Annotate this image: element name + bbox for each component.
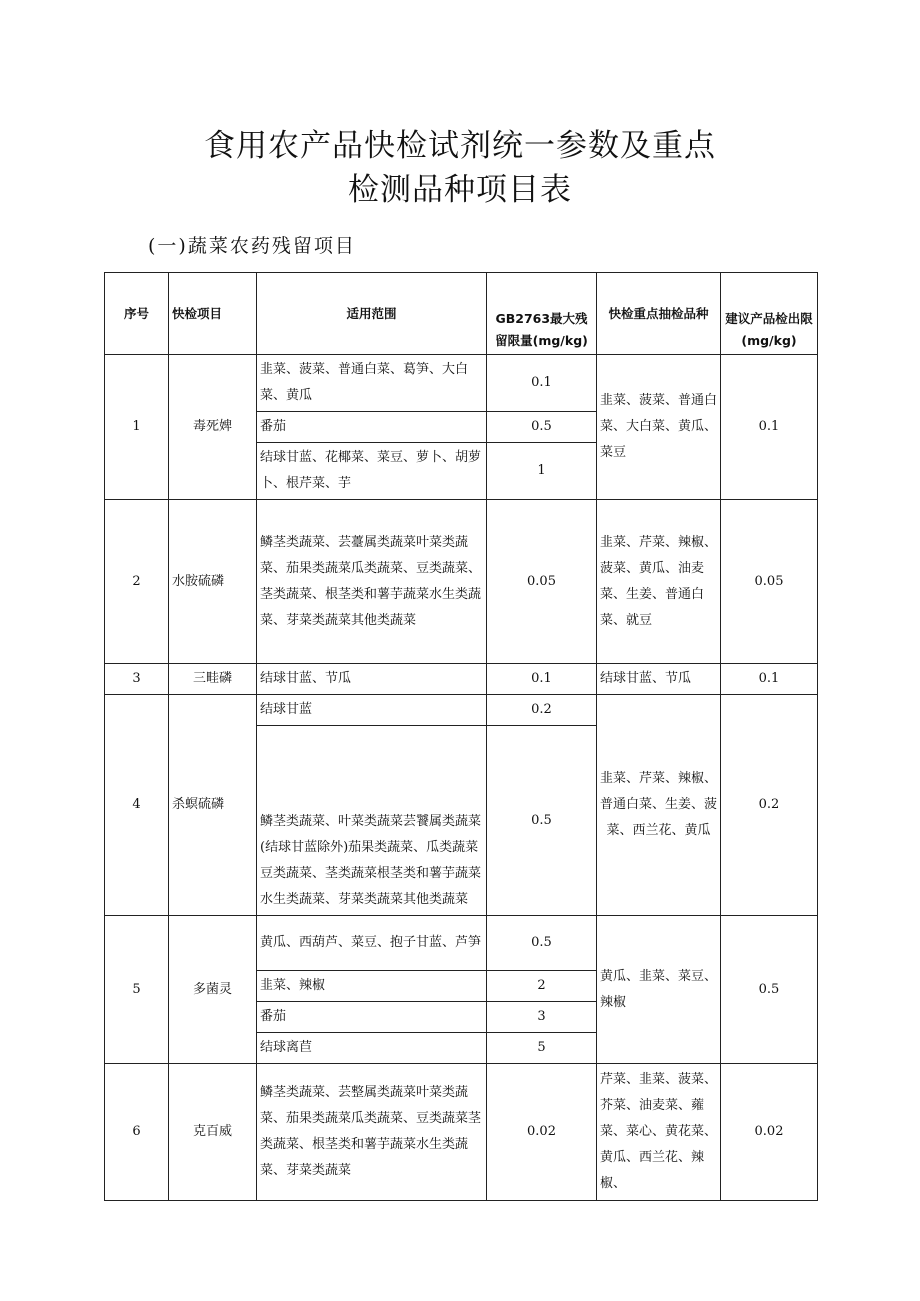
row-lod: 0.1 [721,355,818,500]
row-mrl: 5 [487,1033,597,1064]
row-scope: 鳞茎类蔬菜、芸薹属类蔬菜叶菜类蔬菜、茄果类蔬菜瓜类蔬菜、豆类蔬菜、茎类蔬菜、根茎类和薯芋蔬菜水生类蔬菜、芽菜类蔬菜其他类蔬菜 [257,500,487,664]
row-mrl: 0.2 [487,695,597,726]
row-varieties: 韭菜、菠菜、普通白菜、大白菜、黄瓜、菜豆 [597,355,721,500]
residue-table [104,272,818,1201]
table-row [105,916,818,971]
header-varieties: 快检重点抽检品种 [597,273,721,355]
section-title: (一)蔬菜农药残留项目 [148,235,356,257]
row-lod: 0.5 [721,916,818,1064]
row-scope: 鳞茎类蔬菜、芸整属类蔬菜叶菜类蔬菜、茄果类蔬菜瓜类蔬菜、豆类蔬菜茎类蔬菜、根茎类和薯芋蔬菜水生类蔬菜、芽菜类蔬菜 [257,1064,487,1201]
row-scope: 黄瓜、西葫芦、菜豆、抱子甘蓝、芦笋 [257,916,487,971]
row-mrl: 1 [487,443,597,500]
row-varieties: 结球甘蓝、节瓜 [597,664,721,695]
row-mrl: 0.5 [487,412,597,443]
table-row [105,355,818,412]
header-no: 序号 [105,273,169,355]
row-varieties: 芹菜、韭菜、菠菜、芥菜、油麦菜、蕹菜、菜心、黄花菜、黄瓜、西兰花、辣椒、 [597,1064,721,1201]
row-mrl: 0.02 [487,1064,597,1201]
header-scope: 适用范围 [257,273,487,355]
row-mrl: 2 [487,971,597,1002]
row-item: 杀螟硫磷 [169,695,257,916]
table-row [105,1064,818,1201]
page-title-line1: 食用农产品快检试剂统一参数及重点 [204,128,716,164]
row-scope: 结球甘蓝 [257,695,487,726]
row-varieties: 黄瓜、韭菜、菜豆、辣椒 [597,916,721,1064]
row-mrl: 0.5 [487,726,597,916]
page-title-line2: 检测品种项目表 [348,172,572,208]
row-no: 3 [105,664,169,695]
row-scope: 番茄 [257,1002,487,1033]
row-no: 2 [105,500,169,664]
row-no: 6 [105,1064,169,1201]
header-item: 快检项目 [169,273,257,355]
row-item: 水胺硫磷 [169,500,257,664]
row-item: 克百威 [169,1064,257,1201]
row-item: 三畦磷 [169,664,257,695]
row-scope: 韭菜、辣椒 [257,971,487,1002]
row-scope: 韭菜、菠菜、普通白菜、葛笋、大白菜、黄瓜 [257,355,487,412]
row-mrl: 0.5 [487,916,597,971]
row-scope: 番茄 [257,412,487,443]
table-row [105,695,818,726]
header-mrl: GB2763最大残留限量(mg/kg) [487,273,597,355]
row-lod: 0.05 [721,500,818,664]
row-item: 毒死婢 [169,355,257,500]
row-no: 4 [105,695,169,916]
row-mrl: 0.1 [487,355,597,412]
row-scope: 结球离苣 [257,1033,487,1064]
row-scope: 鳞茎类蔬菜、叶菜类蔬菜芸饕属类蔬菜(结球甘蓝除外)茄果类蔬菜、瓜类蔬菜豆类蔬菜、茎类蔬菜根茎类和薯芋蔬菜水生类蔬菜、芽菜类蔬菜其他类蔬菜 [257,726,487,916]
header-lod: 建议产品检出限(mg/kg) [721,273,818,355]
row-mrl: 3 [487,1002,597,1033]
row-lod: 0.1 [721,664,818,695]
row-no: 5 [105,916,169,1064]
row-mrl: 0.05 [487,500,597,664]
row-varieties: 韭菜、芹菜、辣椒、菠菜、黄瓜、油麦菜、生姜、普通白菜、就豆 [597,500,721,664]
row-no: 1 [105,355,169,500]
row-item: 多菌灵 [169,916,257,1064]
row-scope: 结球甘蓝、花椰菜、菜豆、萝卜、胡萝卜、根芹菜、芋 [257,443,487,500]
table-row [105,664,818,695]
row-lod: 0.2 [721,695,818,916]
row-mrl: 0.1 [487,664,597,695]
table-row [105,500,818,664]
row-lod: 0.02 [721,1064,818,1201]
row-varieties: 韭菜、芹菜、辣椒、普通白菜、生姜、菠菜、西兰花、黄瓜 [597,695,721,916]
row-scope: 结球甘蓝、节瓜 [257,664,487,695]
table-header-row [105,273,818,355]
